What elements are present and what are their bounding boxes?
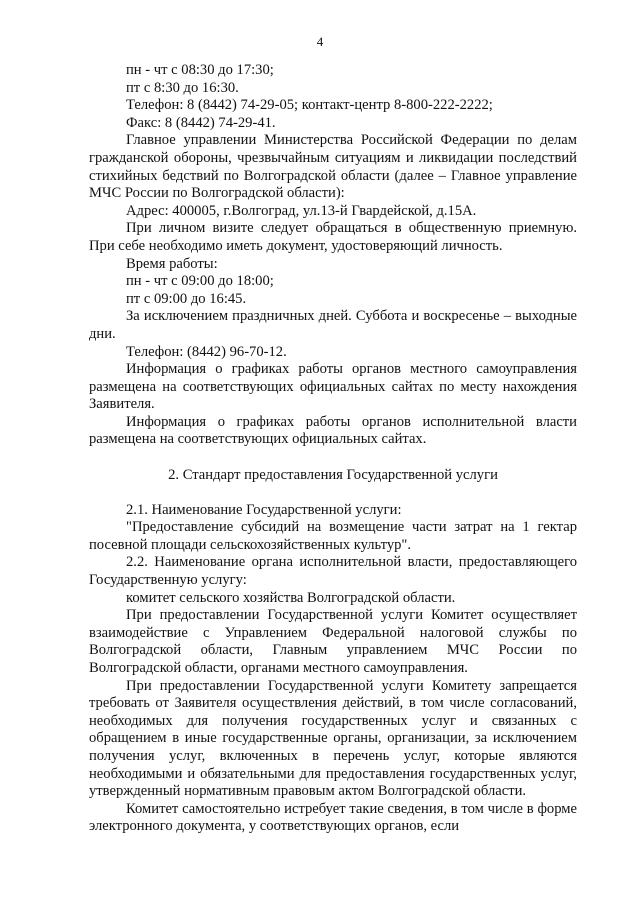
mchs-exceptions: За исключением праздничных дней. Суббота и воскресенье – выходные дни. <box>89 308 577 342</box>
mchs-weekdays: пн - чт с 09:00 до 18:00; <box>126 273 274 290</box>
page-number: 4 <box>316 34 324 49</box>
section-2-2-value: комитет сельского хозяйства Волгоградской области. <box>126 589 456 606</box>
phone-line: Телефон: 8 (8442) 74-29-05; контакт-центр 8-800-222-2222; <box>126 97 493 114</box>
section-2-2-title: 2.2. Наименование органа исполнительной власти, предоставляющего Государственную услугу: <box>89 554 577 589</box>
section-heading: 2. Стандарт предоставления Государственной услуги <box>168 467 498 484</box>
mchs-intro-paragraph: Главное управлении Министерства Российской Федерации по делам гражданской обороны, чрезвычайным ситуациям и ликвидации последствий стихийных бедствий по Волгоградской области (далее – Главное управление МЧС России по Волгоградской области): <box>89 132 577 202</box>
mchs-friday: пт с 09:00 до 16:45. <box>126 290 247 307</box>
schedule-friday: пт с 8:30 до 16:30. <box>126 79 239 96</box>
section-2-1-value: "Предоставление субсидий на возмещение части затрат на 1 гектар посевной площади сельскохозяйственных культур". <box>89 519 577 553</box>
mchs-phone: Телефон: (8442) 96-70-12. <box>126 343 287 360</box>
info-local-paragraph: Информация о графиках работы органов местного самоуправления размещена на соответствующих официальных сайтах по месту нахождения Заявителя. <box>89 361 577 413</box>
prohibition-paragraph: При предоставлении Государственной услуги Комитету запрещается требовать от Заявителя осуществления действий, в том числе согласований, необходимых для получения государственных услуг и связанных с обращением в иные государственные органы, организации, за исключением получения услуг, включенных в перечень услуг, которые являются необходимыми и обязательными для предоставления государственных услуг, утвержденный нормативным правовым актом Волгоградской области. <box>89 677 577 800</box>
document-body <box>89 62 577 836</box>
info-exec-paragraph: Информация о графиках работы органов исполнительной власти размещена на соответствующих официальных сайтах. <box>89 413 577 448</box>
self-request-paragraph: Комитет самостоятельно истребует такие сведения, в том числе в форме электронного документа, у соответствующих органов, если <box>89 800 577 835</box>
schedule-weekdays: пн - чт с 08:30 до 17:30; <box>126 62 274 78</box>
mchs-address: Адрес: 400005, г.Волгоград, ул.13-й Гвардейской, д.15А. <box>126 202 477 219</box>
interaction-paragraph: При предоставлении Государственной услуги Комитет осуществляет взаимодействие с Управлением Федеральной налоговой службы по Волгоградской области, Главным управлением МЧС России по Волгоградской области, органами местного самоуправления. <box>89 607 577 676</box>
mchs-hours-title: Время работы: <box>126 255 218 272</box>
mchs-visit-paragraph: При личном визите следует обращаться в общественную приемную. При себе необходимо иметь документ, удостоверяющий личность. <box>89 220 577 254</box>
fax-line: Факс: 8 (8442) 74-29-41. <box>126 114 276 131</box>
section-2-1-title: 2.1. Наименование Государственной услуги: <box>126 501 402 518</box>
